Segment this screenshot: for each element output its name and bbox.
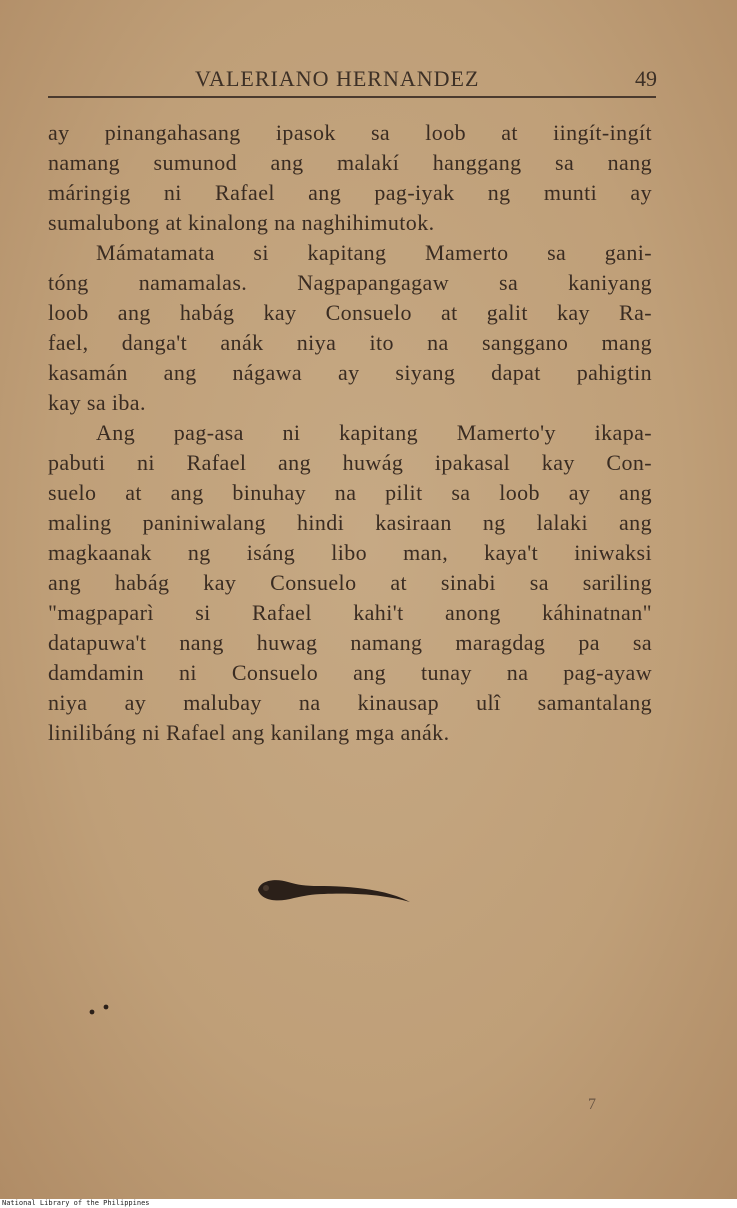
tailpiece-ornament-icon [254, 872, 414, 912]
text-line: suelo at ang binuhay na pilit sa loob ay ang [48, 480, 652, 505]
text-line: sumalubong at kinalong na naghihimutok. [48, 210, 435, 235]
text-line: ang habág kay Consuelo at sinabi sa sariling [48, 570, 652, 595]
paragraph-3 [48, 418, 652, 748]
text-line: kay sa iba. [48, 390, 146, 415]
text-line: magkaanak ng isáng libo man, kaya't iniwaksi [48, 540, 652, 565]
running-header [195, 66, 657, 96]
text-line: Mámatamata si kapitang Mamerto sa gani- [96, 240, 652, 265]
text-line: pabuti ni Rafael ang huwág ipakasal kay Con- [48, 450, 652, 475]
body-text [48, 118, 652, 748]
ink-dots [86, 1000, 116, 1020]
header-title: VALERIANO HERNANDEZ [195, 66, 480, 91]
text-line: kasamán ang nágawa ay siyang dapat pahigtin [48, 360, 652, 385]
page-mark: 7 [588, 1096, 596, 1113]
text-line: damdamin ni Consuelo ang tunay na pag-ayaw [48, 660, 652, 685]
paragraph-2 [48, 238, 652, 418]
text-line: ay pinangahasang ipasok sa loob at iingít-ingít [48, 120, 652, 145]
footer-credit: National Library of the Philippines [2, 1199, 150, 1207]
text-line: niya ay malubay na kinausap ulî samantalang [48, 690, 652, 715]
text-line: fael, danga't anák niya ito na sanggano mang [48, 330, 652, 355]
text-line: loob ang habág kay Consuelo at galit kay Ra- [48, 300, 652, 325]
text-line: maling paniniwalang hindi kasiraan ng lalaki ang [48, 510, 652, 535]
text-line: Ang pag-asa ni kapitang Mamerto'y ikapa- [96, 420, 652, 445]
text-line: namang sumunod ang malakí hanggang sa nang [48, 150, 652, 175]
text-line: máringig ni Rafael ang pag-iyak ng munti ay [48, 180, 652, 205]
text-line: tóng namamalas. Nagpapangagaw sa kaniyang [48, 270, 652, 295]
page-number: 49 [635, 66, 657, 91]
text-line: linilibáng ni Rafael ang kanilang mga anák. [48, 720, 450, 745]
header-rule [48, 96, 656, 98]
text-line: datapuwa't nang huwag namang maragdag pa sa [48, 630, 652, 655]
text-line: "magpaparì si Rafael kahi't anong káhinatnan" [48, 600, 652, 625]
paragraph-1 [48, 118, 652, 238]
